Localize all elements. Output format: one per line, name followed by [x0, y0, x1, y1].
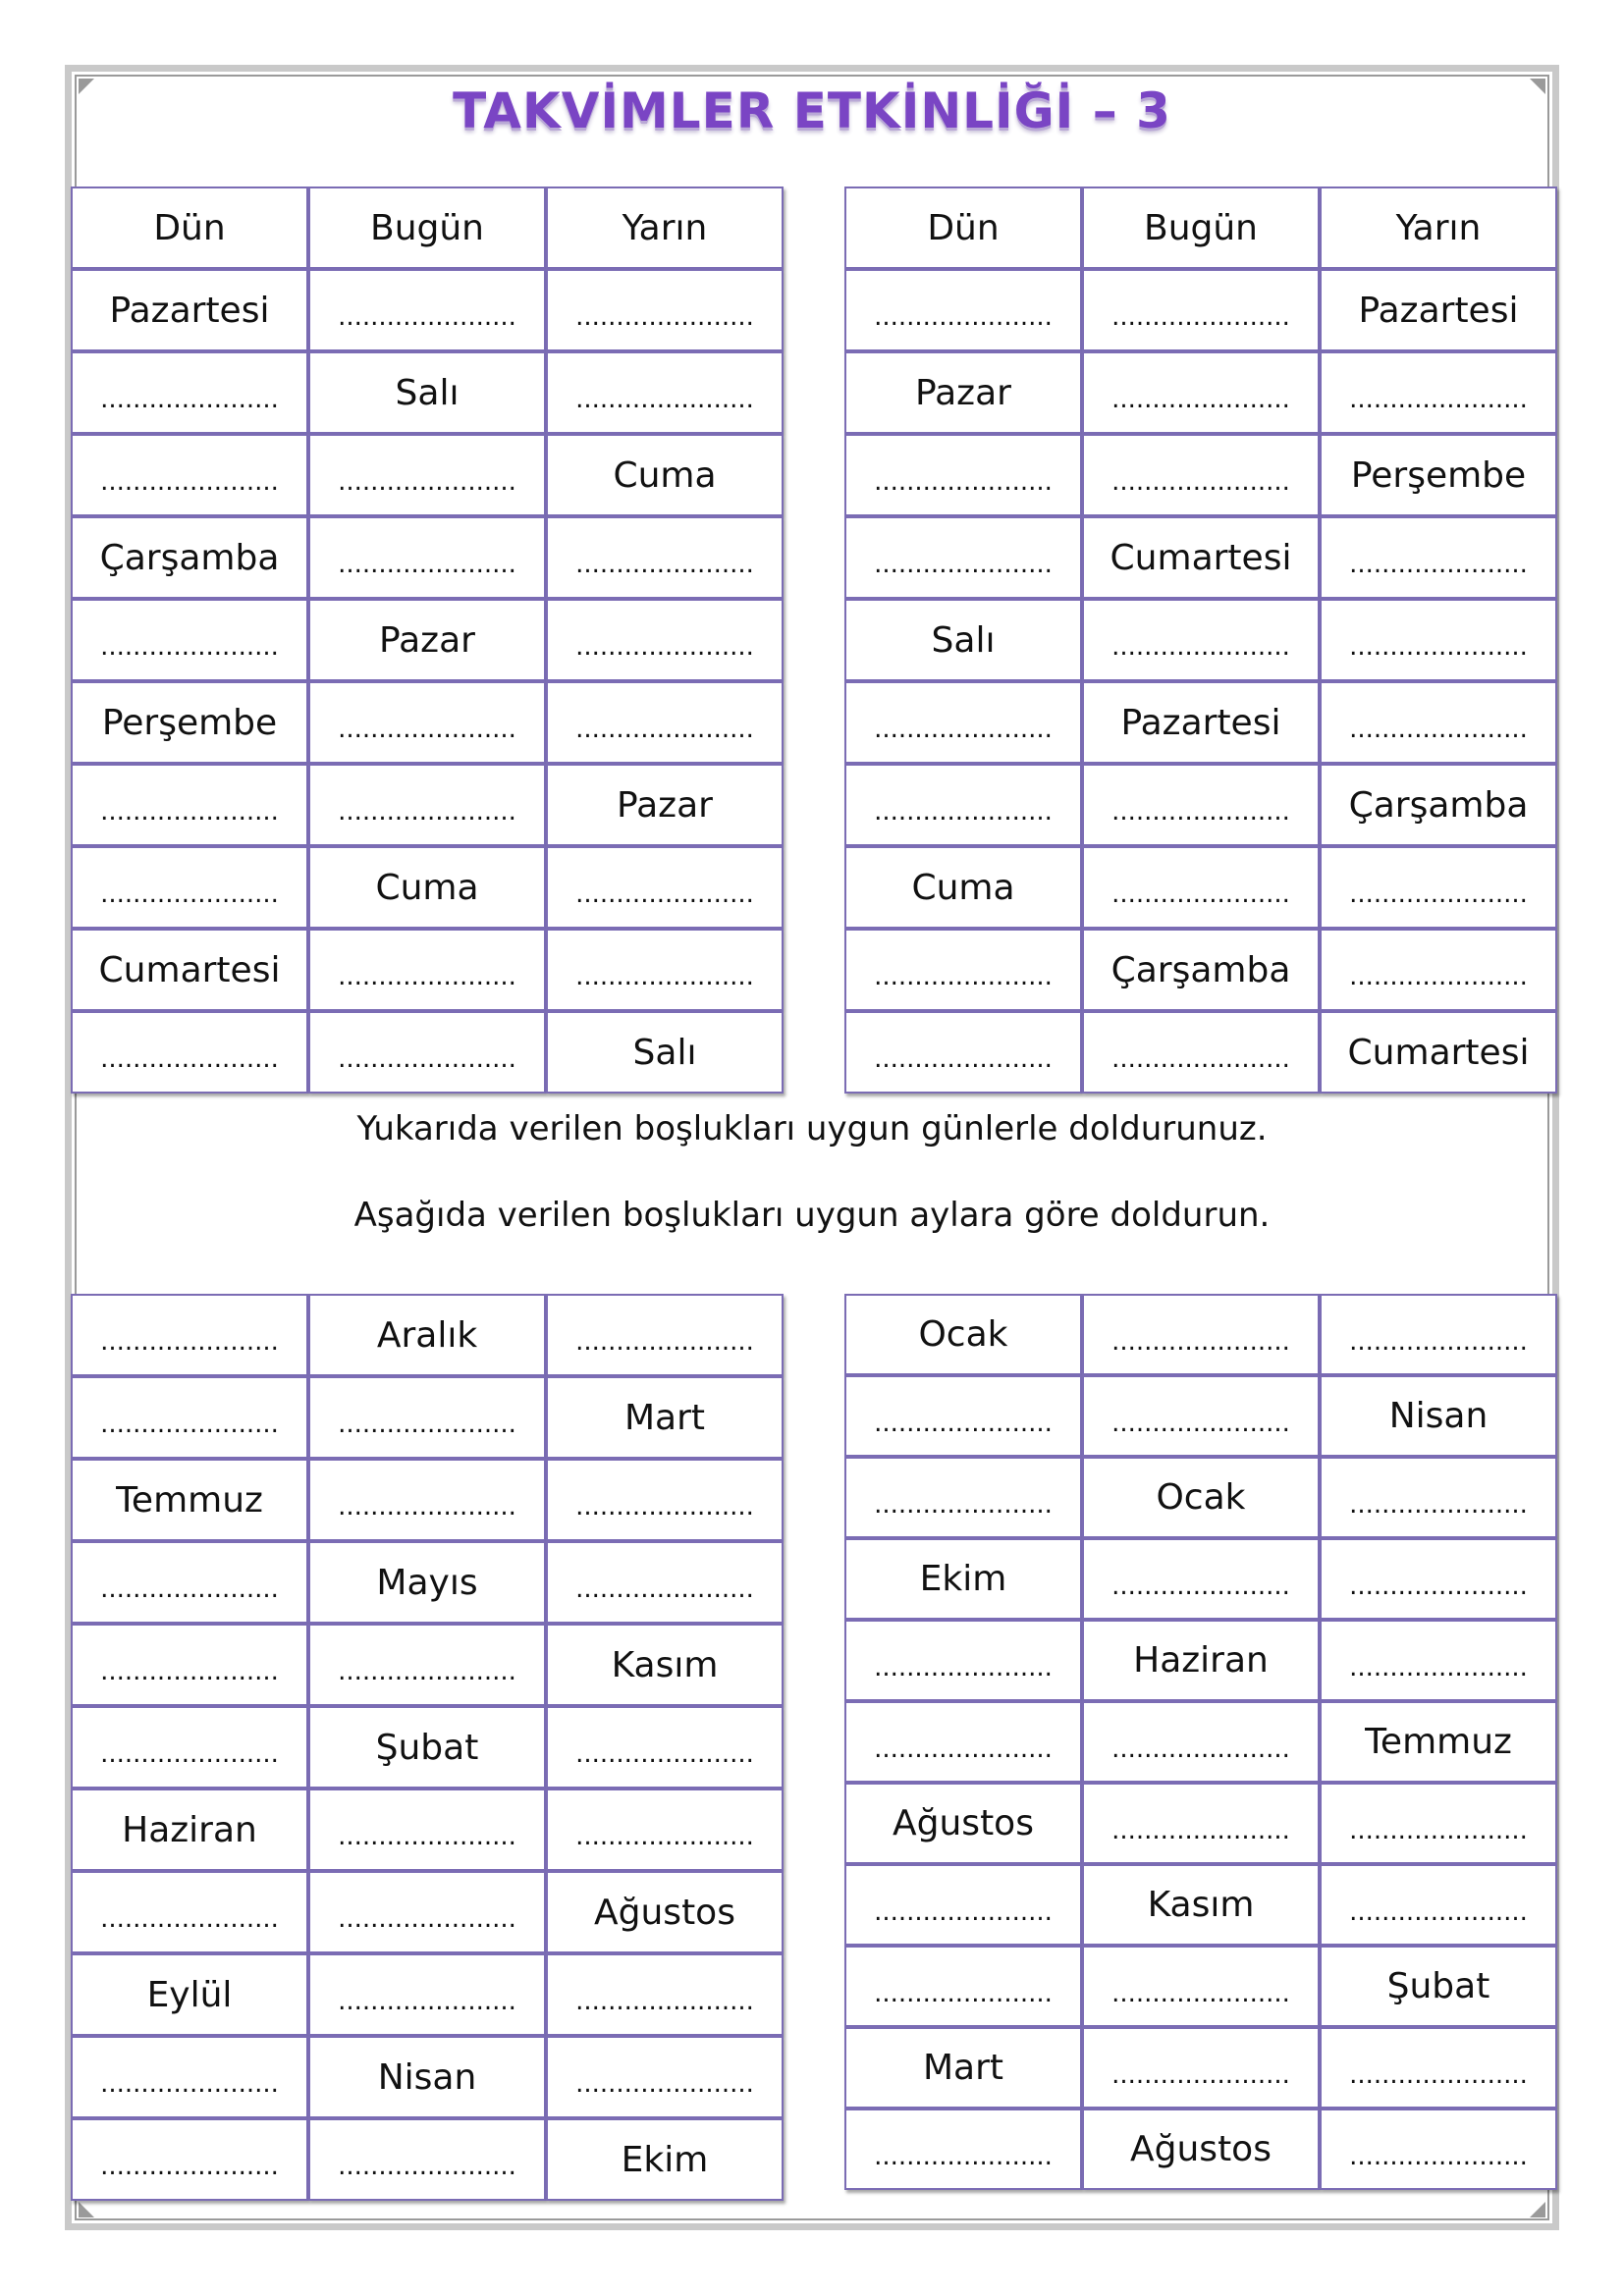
blank-cell[interactable]: ...................... — [546, 1459, 784, 1541]
blank-cell[interactable]: ...................... — [546, 599, 784, 681]
blank-cell[interactable]: ...................... — [1082, 1946, 1320, 2027]
blank-cell[interactable]: ...................... — [546, 929, 784, 1011]
given-cell: Temmuz — [1320, 1701, 1557, 1783]
blank-cell[interactable]: ...................... — [1082, 351, 1320, 434]
given-cell: Ocak — [844, 1294, 1082, 1375]
blank-cell[interactable]: ...................... — [844, 2109, 1082, 2190]
header-cell: Dün — [71, 187, 308, 269]
given-cell: Pazar — [844, 351, 1082, 434]
blank-cell[interactable]: ...................... — [1320, 1620, 1557, 1701]
blank-cell[interactable]: ...................... — [844, 516, 1082, 599]
blank-cell[interactable]: ...................... — [71, 1376, 308, 1459]
blank-cell[interactable]: ...................... — [546, 1789, 784, 1871]
blank-cell[interactable]: ...................... — [1320, 1864, 1557, 1946]
frame-corner-bottom-right — [1530, 2202, 1545, 2217]
blank-cell[interactable]: ...................... — [844, 434, 1082, 516]
blank-cell[interactable]: ...................... — [71, 1294, 308, 1376]
blank-cell[interactable]: ...................... — [546, 1541, 784, 1624]
given-cell: Pazartesi — [1082, 681, 1320, 764]
given-cell: Salı — [308, 351, 546, 434]
blank-cell[interactable]: ...................... — [308, 2118, 546, 2201]
blank-cell[interactable]: ...................... — [308, 1011, 546, 1094]
blank-cell[interactable]: ...................... — [1320, 516, 1557, 599]
blank-cell[interactable]: ...................... — [71, 846, 308, 929]
given-cell: Ağustos — [1082, 2109, 1320, 2190]
given-cell: Perşembe — [1320, 434, 1557, 516]
blank-cell[interactable]: ...................... — [71, 434, 308, 516]
frame-corner-bottom-left — [79, 2202, 94, 2217]
blank-cell[interactable]: ...................... — [1082, 1011, 1320, 1094]
blank-cell[interactable]: ...................... — [844, 1457, 1082, 1538]
header-cell: Yarın — [546, 187, 784, 269]
given-cell: Şubat — [1320, 1946, 1557, 2027]
given-cell: Mart — [844, 2027, 1082, 2109]
blank-cell[interactable]: ...................... — [1320, 1457, 1557, 1538]
blank-cell[interactable]: ...................... — [308, 1953, 546, 2036]
given-cell: Aralık — [308, 1294, 546, 1376]
worksheet-title: TAKVİMLER ETKİNLİĞİ – 3 — [453, 82, 1171, 139]
given-cell: Perşembe — [71, 681, 308, 764]
days-table-right — [844, 187, 1557, 1094]
given-cell: Nisan — [308, 2036, 546, 2118]
given-cell: Haziran — [1082, 1620, 1320, 1701]
blank-cell[interactable]: ...................... — [844, 1011, 1082, 1094]
blank-cell[interactable]: ...................... — [308, 1459, 546, 1541]
blank-cell[interactable]: ...................... — [308, 1376, 546, 1459]
given-cell: Temmuz — [71, 1459, 308, 1541]
blank-cell[interactable]: ...................... — [71, 351, 308, 434]
given-cell: Nisan — [1320, 1375, 1557, 1457]
header-cell: Dün — [844, 187, 1082, 269]
blank-cell[interactable]: ...................... — [1082, 846, 1320, 929]
blank-cell[interactable]: ...................... — [71, 2036, 308, 2118]
header-cell: Bugün — [308, 187, 546, 269]
given-cell: Cumartesi — [1082, 516, 1320, 599]
given-cell: Kasım — [1082, 1864, 1320, 1946]
blank-cell[interactable]: ...................... — [308, 434, 546, 516]
months-table-left — [71, 1294, 784, 2201]
blank-cell[interactable]: ...................... — [1082, 1783, 1320, 1864]
blank-cell[interactable]: ...................... — [546, 1706, 784, 1789]
given-cell: Cuma — [546, 434, 784, 516]
given-cell: Pazartesi — [71, 269, 308, 351]
blank-cell[interactable]: ...................... — [1320, 599, 1557, 681]
given-cell: Ekim — [844, 1538, 1082, 1620]
blank-cell[interactable]: ...................... — [844, 1701, 1082, 1783]
blank-cell[interactable]: ...................... — [546, 846, 784, 929]
blank-cell[interactable]: ...................... — [71, 1706, 308, 1789]
blank-cell[interactable]: ...................... — [1082, 1294, 1320, 1375]
given-cell: Şubat — [308, 1706, 546, 1789]
blank-cell[interactable]: ...................... — [71, 1624, 308, 1706]
blank-cell[interactable]: ...................... — [1082, 764, 1320, 846]
blank-cell[interactable]: ...................... — [308, 516, 546, 599]
header-cell: Bugün — [1082, 187, 1320, 269]
blank-cell[interactable]: ...................... — [546, 681, 784, 764]
blank-cell[interactable]: ...................... — [71, 1871, 308, 1953]
given-cell: Çarşamba — [1082, 929, 1320, 1011]
blank-cell[interactable]: ...................... — [844, 681, 1082, 764]
given-cell: Ocak — [1082, 1457, 1320, 1538]
blank-cell[interactable]: ...................... — [844, 1946, 1082, 2027]
blank-cell[interactable]: ...................... — [1082, 1375, 1320, 1457]
months-table-right — [844, 1294, 1557, 2190]
given-cell: Cuma — [308, 846, 546, 929]
given-cell: Salı — [546, 1011, 784, 1094]
blank-cell[interactable]: ...................... — [71, 1541, 308, 1624]
given-cell: Ağustos — [546, 1871, 784, 1953]
blank-cell[interactable]: ...................... — [844, 1375, 1082, 1457]
blank-cell[interactable]: ...................... — [1082, 599, 1320, 681]
blank-cell[interactable]: ...................... — [71, 1011, 308, 1094]
header-cell: Yarın — [1320, 187, 1557, 269]
given-cell: Haziran — [71, 1789, 308, 1871]
given-cell: Cumartesi — [71, 929, 308, 1011]
given-cell: Çarşamba — [1320, 764, 1557, 846]
blank-cell[interactable]: ...................... — [1320, 1294, 1557, 1375]
blank-cell[interactable]: ...................... — [1320, 929, 1557, 1011]
instruction-months: Aşağıda verilen boşlukları uygun aylara göre doldurun. — [353, 1196, 1271, 1235]
blank-cell[interactable]: ...................... — [1320, 351, 1557, 434]
given-cell: Pazartesi — [1320, 269, 1557, 351]
given-cell: Mart — [546, 1376, 784, 1459]
given-cell: Cuma — [844, 846, 1082, 929]
blank-cell[interactable]: ...................... — [844, 269, 1082, 351]
blank-cell[interactable]: ...................... — [844, 1864, 1082, 1946]
blank-cell[interactable]: ...................... — [1082, 2027, 1320, 2109]
given-cell: Eylül — [71, 1953, 308, 2036]
blank-cell[interactable]: ...................... — [308, 929, 546, 1011]
blank-cell[interactable]: ...................... — [1320, 846, 1557, 929]
given-cell: Cumartesi — [1320, 1011, 1557, 1094]
blank-cell[interactable]: ...................... — [1082, 1701, 1320, 1783]
blank-cell[interactable]: ...................... — [1082, 434, 1320, 516]
blank-cell[interactable]: ...................... — [844, 929, 1082, 1011]
blank-cell[interactable]: ...................... — [546, 269, 784, 351]
blank-cell[interactable]: ...................... — [546, 1953, 784, 2036]
blank-cell[interactable]: ...................... — [308, 1624, 546, 1706]
blank-cell[interactable]: ...................... — [1320, 681, 1557, 764]
given-cell: Mayıs — [308, 1541, 546, 1624]
blank-cell[interactable]: ...................... — [71, 764, 308, 846]
given-cell: Ekim — [546, 2118, 784, 2201]
blank-cell[interactable]: ...................... — [546, 516, 784, 599]
blank-cell[interactable]: ...................... — [844, 1620, 1082, 1701]
blank-cell[interactable]: ...................... — [844, 764, 1082, 846]
given-cell: Pazar — [308, 599, 546, 681]
blank-cell[interactable]: ...................... — [546, 2036, 784, 2118]
blank-cell[interactable]: ...................... — [308, 681, 546, 764]
days-table-left — [71, 187, 784, 1094]
blank-cell[interactable]: ...................... — [1082, 1538, 1320, 1620]
blank-cell[interactable]: ...................... — [1320, 2109, 1557, 2190]
blank-cell[interactable]: ...................... — [71, 2118, 308, 2201]
blank-cell[interactable]: ...................... — [308, 1789, 546, 1871]
given-cell: Çarşamba — [71, 516, 308, 599]
blank-cell[interactable]: ...................... — [308, 764, 546, 846]
blank-cell[interactable]: ...................... — [308, 269, 546, 351]
blank-cell[interactable]: ...................... — [1320, 1538, 1557, 1620]
blank-cell[interactable]: ...................... — [1320, 1783, 1557, 1864]
given-cell: Ağustos — [844, 1783, 1082, 1864]
blank-cell[interactable]: ...................... — [1082, 269, 1320, 351]
given-cell: Pazar — [546, 764, 784, 846]
blank-cell[interactable]: ...................... — [546, 351, 784, 434]
blank-cell[interactable]: ...................... — [308, 1871, 546, 1953]
given-cell: Salı — [844, 599, 1082, 681]
blank-cell[interactable]: ...................... — [71, 599, 308, 681]
given-cell: Kasım — [546, 1624, 784, 1706]
blank-cell[interactable]: ...................... — [1320, 2027, 1557, 2109]
blank-cell[interactable]: ...................... — [546, 1294, 784, 1376]
instruction-days: Yukarıda verilen boşlukları uygun günlerle doldurunuz. — [356, 1109, 1268, 1148]
